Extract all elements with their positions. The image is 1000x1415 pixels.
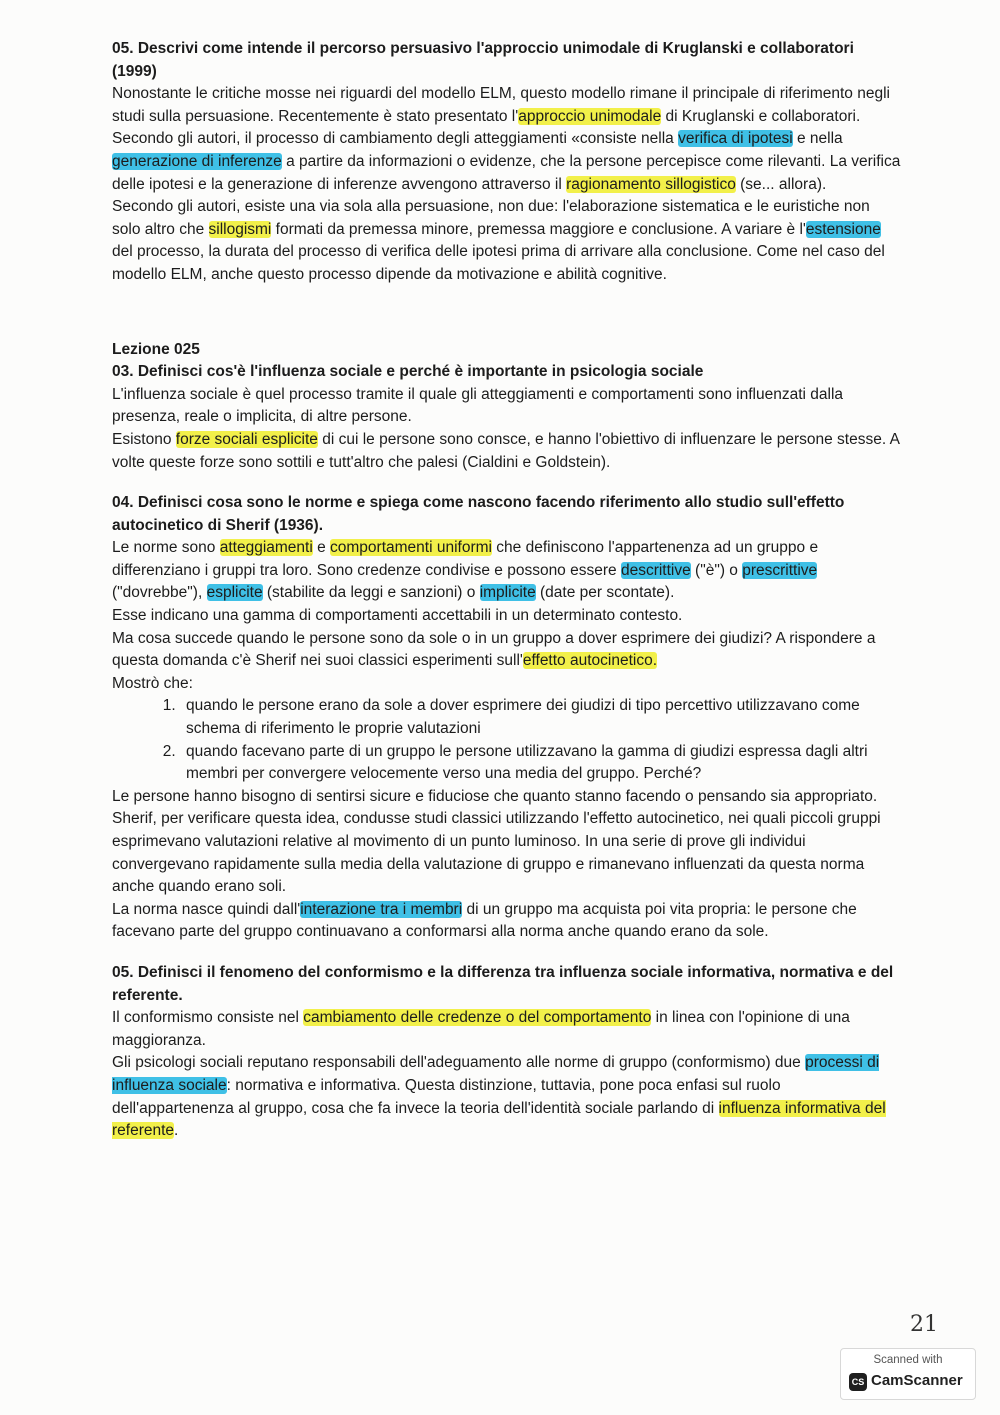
paragraph: Sherif, per verificare questa idea, condusse studi classici utilizzando l'effetto autocinetico, nei quali piccoli gruppi esprimevano valutazioni relative al movimento di un punto luminoso. In una serie di prove gli individui convergevano rapidamente sulla media della valutazione di gruppo e rimanevano influenzati da questa norma anche quando erano soli. <box>112 810 881 896</box>
highlight-yellow: forze sociali esplicite <box>175 430 318 448</box>
camscanner-logo-icon: CS <box>849 1373 867 1391</box>
numbered-list <box>112 695 902 785</box>
section-gap <box>112 474 902 492</box>
highlight-yellow: sillogismi <box>208 220 272 238</box>
watermark-brand: CamScanner <box>871 1372 963 1389</box>
highlight-blue: verifica di ipotesi <box>678 130 793 148</box>
highlight-blue: generazione di inferenze <box>112 152 282 170</box>
paragraph: La norma nasce quindi dall'interazione tra i membri di un gruppo ma acquista poi vita propria: le persone che facevano parte del gruppo continuavano a conformarsi alla norma anche quando erano da sole. <box>112 900 857 941</box>
highlight-blue: descrittive <box>620 561 691 579</box>
watermark-caption: Scanned with <box>873 1354 943 1366</box>
highlight-blue: implicite <box>479 584 536 602</box>
paragraph: Le persone hanno bisogno di sentirsi sicure e fiduciose che quanto stanno facendo o pensando sia appropriato. <box>112 787 878 805</box>
highlight-yellow: cambiamento delle credenze o del comportamento <box>303 1009 652 1027</box>
highlight-blue: interazione tra i membri <box>300 900 463 918</box>
question-title-conformismo: 05. Definisci il fenomeno del conformismo e la differenza tra influenza sociale informativa, normativa e del referente. <box>112 963 894 1004</box>
paragraph: Ma cosa succede quando le persone sono da sole o in un gruppo a dover esprimere dei giudizi? A rispondere a questa domanda c'è Sherif nei suoi classici esperimenti sull'effetto autocinetico. <box>112 629 876 670</box>
question-title-norme: 04. Definisci cosa sono le norme e spiega come nascono facendo riferimento allo studio sull'effetto autocinetico di Sherif (1936). <box>112 494 845 534</box>
section-gap <box>112 944 902 962</box>
paragraph: Nonostante le critiche mosse nei riguardi del modello ELM, questo modello rimane il principale di riferimento negli studi sulla persuasione. Recentemente è stato presentato l'approccio unimodale di Kruglanski e collaboratori. <box>112 85 890 125</box>
paragraph: Le norme sono atteggiamenti e comportamenti uniformi che definiscono l'appartenenza ad un gruppo e differenziano i gruppi tra loro. Sono credenze condivise e possono essere descrittive ("è") o prescrittive ("dovrebbe"), esplicite (stabilite da leggi e sanzioni) o implicite (date per scontate). <box>112 539 819 602</box>
document-content <box>112 38 902 1143</box>
paragraph: Secondo gli autori, il processo di cambiamento degli atteggiamenti «consiste nella verifica di ipotesi e nella generazione di inferenze a partire da informazioni o evidenze, che la persone percepisce come rilevanti. La verifica delle ipotesi e la generazione di inferenze avvengono attraverso il ragionamento sillogistico (se... allora). <box>112 130 901 193</box>
paragraph: Secondo gli autori, esiste una via sola alla persuasione, non due: l'elaborazione sistematica e le euristiche non solo altro che sillogismi formati da premessa minore, premessa maggiore e conclusione. A variare è l'estensione del processo, la durata del processo di verifica delle ipotesi prima di arrivare alla conclusione. Come nel caso del modello ELM, anche questo processo dipende da motivazione e abilità cognitive. <box>112 198 885 283</box>
page-number: 21 <box>910 1312 938 1337</box>
camscanner-watermark <box>840 1348 976 1400</box>
list-item: 2. quando facevano parte di un gruppo le persone utilizzavano la gamma di giudizi espressa dagli altri membri per convergere velocemente verso una media del gruppo. Perché? <box>180 741 902 786</box>
highlight-yellow: influenza informativa del referente <box>112 1099 886 1140</box>
highlight-blue: prescrittive <box>742 561 818 579</box>
highlight-blue: processi di influenza sociale <box>112 1054 880 1094</box>
paragraph: Gli psicologi sociali reputano responsabili dell'adeguamento alle norme di gruppo (conformismo) due processi di influenza sociale: normativa e informativa. Questa distinzione, tuttavia, pone poca enfasi sul ruolo dell'appartenenza al gruppo, cosa che fa invece la teoria dell'identità sociale parlando di influenza informativa del referente. <box>112 1054 886 1140</box>
highlight-yellow: approccio unimodale <box>518 107 662 125</box>
question-title-kruglanski: 05. Descrivi come intende il percorso persuasivo l'approccio unimodale di Kruglanski e collaboratori (1999) <box>112 40 854 80</box>
section-gap <box>112 287 902 339</box>
highlight-blue: esplicite <box>206 584 263 602</box>
highlight-yellow: effetto autocinetico. <box>522 652 658 670</box>
highlight-yellow: atteggiamenti <box>219 539 313 557</box>
list-item: 1. quando le persone erano da sole a dover esprimere dei giudizi di tipo percettivo utilizzavano come schema di riferimento le proprie valutazioni <box>180 695 902 740</box>
highlight-yellow: ragionamento sillogistico <box>566 175 736 193</box>
highlight-yellow: comportamenti uniformi <box>330 539 492 557</box>
paragraph: Esistono forze sociali esplicite di cui le persone sono consce, e hanno l'obiettivo di influenzare le persone stesse. A volte queste forze sono sottili e tutt'altro che palesi (Cialdini e Goldstein). <box>112 430 900 471</box>
paragraph: Mostrò che: <box>112 674 193 692</box>
paragraph: Esse indicano una gamma di comportamenti accettabili in un determinato contesto. <box>112 607 683 625</box>
paragraph: L'influenza sociale è quel processo tramite il quale gli atteggiamenti e comportamenti sono influenzati dalla presenza, reale o implicita, di altre persone. <box>112 385 844 426</box>
paragraph: Il conformismo consiste nel cambiamento delle credenze o del comportamento in linea con l'opinione di una maggioranza. <box>112 1009 850 1049</box>
question-title-influenza: 03. Definisci cos'è l'influenza sociale e perché è importante in psicologia sociale <box>112 363 704 381</box>
lesson-heading: Lezione 025 <box>112 340 200 358</box>
highlight-blue: estensione <box>805 220 881 238</box>
